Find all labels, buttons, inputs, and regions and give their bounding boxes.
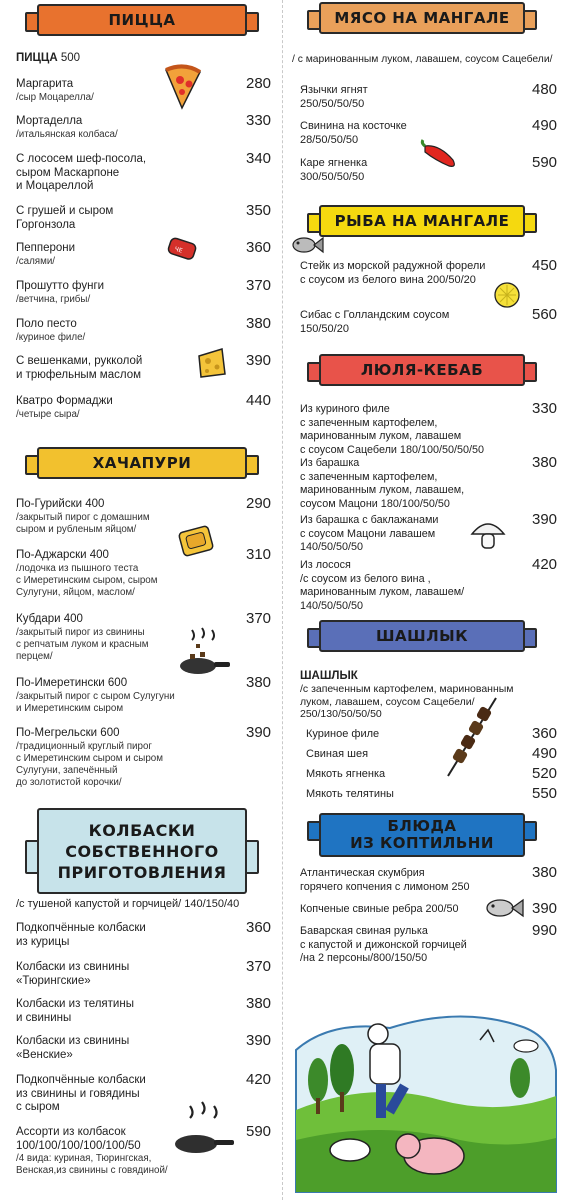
ryba-banner xyxy=(319,205,525,237)
menu-item xyxy=(16,1126,168,1177)
ravioli-icon xyxy=(176,524,216,558)
menu-item xyxy=(16,318,85,344)
item-description: /закрытый пирог с сыром Сулугуни и Имеретинским сыром xyxy=(16,690,175,714)
menu-item xyxy=(300,157,367,184)
soda-can-icon xyxy=(166,236,200,262)
item-name: Свиная шея xyxy=(306,748,369,760)
fish-icon xyxy=(484,896,524,920)
lemon-icon xyxy=(492,280,522,310)
khachapuri-title: ХАЧАПУРИ xyxy=(92,454,192,472)
item-price: 440 xyxy=(246,392,272,409)
koptilnya-title: БЛЮДА ИЗ КОПТИЛЬНИ xyxy=(350,817,494,852)
pizza-weight: 500 xyxy=(60,52,81,64)
item-price: 560 xyxy=(532,306,558,323)
menu-item xyxy=(16,1035,129,1062)
frying-pan-icon xyxy=(176,626,232,682)
cheese-icon xyxy=(196,346,228,380)
menu-item xyxy=(306,748,368,762)
kolbaski-subheading: /с тушеной капустой и горчицей/ 140/150/40 xyxy=(16,898,240,910)
item-name: Пепперони xyxy=(16,242,76,254)
item-price: 330 xyxy=(532,400,558,417)
menu-item xyxy=(16,549,158,599)
item-name: Атлантическая скумбрия горячего копчения с лимоном 250 xyxy=(300,867,470,893)
item-description: /закрытый пирог из свинины с репчатым луком и красным перцем/ xyxy=(16,626,149,662)
menu-item xyxy=(306,788,394,802)
item-price: 380 xyxy=(246,995,272,1012)
item-price: 380 xyxy=(532,864,558,881)
item-name: Мортаделла xyxy=(16,115,83,127)
item-price: 350 xyxy=(246,202,272,219)
shashlyk-title: ШАШЛЫК xyxy=(376,627,468,645)
menu-item xyxy=(16,153,146,194)
item-description: /куриное филе/ xyxy=(16,331,86,343)
skewer-icon xyxy=(440,694,500,784)
myaso-banner xyxy=(319,2,525,34)
myaso-title: МЯСО НА МАНГАЛЕ xyxy=(334,9,510,27)
mushroom-icon xyxy=(470,518,506,552)
item-name: Из барашка с баклажанами с соусом Мацони лавашем 140/50/50/50 xyxy=(300,514,439,553)
svg-text:ЧЕ: ЧЕ xyxy=(173,245,184,255)
item-description: /салями/ xyxy=(16,255,56,267)
menu-item xyxy=(16,395,113,421)
menu-item xyxy=(306,768,385,782)
menu-item xyxy=(300,120,407,147)
item-price: 990 xyxy=(532,922,558,939)
item-description: /традиционный круглый пирог с Имеретинским сыром и сыром Сулугуни, запечённый до золотистой корочки/ xyxy=(16,740,163,788)
item-price: 480 xyxy=(532,81,558,98)
item-name: Кубдари 400 xyxy=(16,613,83,625)
item-price: 360 xyxy=(246,239,272,256)
item-name: По-Мегрельски 600 xyxy=(16,727,120,739)
pizza-slice-icon xyxy=(162,64,204,110)
item-price: 310 xyxy=(246,546,272,563)
item-price: 390 xyxy=(532,511,558,528)
item-price: 380 xyxy=(246,674,272,691)
item-description: /4 вида: куриная, Тюрингская, Венская,из свинины с говядиной/ xyxy=(16,1153,168,1176)
item-name: Ассорти из колбасок 100/100/100/100/100/50 xyxy=(16,1126,141,1152)
menu-item xyxy=(300,309,449,336)
item-name: Подкопчённые колбаски из курицы xyxy=(16,922,146,948)
menu-item xyxy=(16,1074,146,1115)
item-name: Поло песто xyxy=(16,318,77,330)
item-price: 370 xyxy=(246,958,272,975)
lyulya-title: ЛЮЛЯ-КЕБАБ xyxy=(360,361,484,379)
item-name: С лососем шеф-посола, сыром Маскарпоне и Моцареллой xyxy=(16,153,147,192)
item-price: 590 xyxy=(532,154,558,171)
item-name: Из барашка с запеченным картофелем, маринованным луком, лавашем, соусом Мацони 180/100/50/50 xyxy=(300,457,465,510)
khachapuri-banner xyxy=(37,447,247,479)
item-name: С грушей и сыром Горгонзола xyxy=(16,205,114,231)
menu-item xyxy=(16,677,175,715)
item-description: /закрытый пирог с домашним сыром и рубленым яйцом/ xyxy=(16,511,150,535)
chef-farm-illustration xyxy=(290,1000,560,1196)
item-price: 590 xyxy=(246,1123,272,1140)
item-name: По-Аджарски 400 xyxy=(16,549,109,561)
item-description: /ветчина, грибы/ xyxy=(16,293,91,305)
item-price: 550 xyxy=(532,785,558,802)
item-name: Баварская свиная рулька с капустой и дижонской горчицей /на 2 персоны/800/150/50 xyxy=(300,925,467,964)
menu-item xyxy=(300,867,470,894)
item-name: Из лосося /с соусом из белого вина , маринованным луком, лавашем/ 140/50/50/50 xyxy=(300,559,465,612)
lyulya-banner xyxy=(319,354,525,386)
shashlyk-description: /с запеченным картофелем, маринованным луком, лавашем, соусом Сацебели/ 250/130/50/50/50 xyxy=(300,683,514,720)
item-price: 390 xyxy=(246,352,272,369)
item-price: 490 xyxy=(532,745,558,762)
menu-item xyxy=(300,403,484,457)
item-price: 490 xyxy=(532,117,558,134)
item-price: 420 xyxy=(246,1071,272,1088)
item-name: Колбаски из свинины «Тюрингские» xyxy=(16,961,130,987)
menu-item xyxy=(16,242,75,268)
pizza-subheading: ПИЦЦА 500 xyxy=(16,52,81,64)
item-name: Копченые свиные ребра 200/50 xyxy=(300,903,459,915)
menu-item xyxy=(16,727,163,789)
item-name: Каре ягненка 300/50/50/50 xyxy=(300,157,368,183)
column-divider xyxy=(282,0,283,1200)
item-price: 330 xyxy=(246,112,272,129)
item-name: По-Имеретински 600 xyxy=(16,677,128,689)
item-price: 450 xyxy=(532,257,558,274)
item-name: Подкопчённые колбаски из свинины и говядины с сыром xyxy=(16,1074,146,1113)
kolbaski-title: КОЛБАСКИ СОБСТВЕННОГО ПРИГОТОВЛЕНИЯ xyxy=(57,820,227,882)
item-price: 340 xyxy=(246,150,272,167)
item-description: /итальянская колбаса/ xyxy=(16,128,118,140)
item-description: /четыре сыра/ xyxy=(16,408,80,420)
item-name: По-Гурийски 400 xyxy=(16,498,105,510)
menu-item xyxy=(300,559,464,613)
kolbaski-banner xyxy=(37,808,247,894)
menu-item xyxy=(16,922,146,949)
pizza-banner xyxy=(37,4,247,36)
chili-pepper-icon xyxy=(419,138,461,172)
item-name: Сибас с Голландским соусом 150/50/20 xyxy=(300,309,450,335)
item-price: 390 xyxy=(246,724,272,741)
item-price: 390 xyxy=(246,1032,272,1049)
item-name: Мякоть ягненка xyxy=(306,768,386,780)
item-name: Куриное филе xyxy=(306,728,380,740)
item-price: 360 xyxy=(532,725,558,742)
item-name: С вешенками, рукколой и трюфельным маслом xyxy=(16,355,143,381)
menu-item xyxy=(300,925,467,966)
menu-item xyxy=(16,613,149,663)
item-name: Стейк из морской радужной форели с соусом из белого вина 200/50/20 xyxy=(300,260,486,286)
item-price: 280 xyxy=(246,75,272,92)
item-name: Язычки ягнят 250/50/50/50 xyxy=(300,84,368,110)
item-name: Прошутто фунги xyxy=(16,280,105,292)
item-price: 290 xyxy=(246,495,272,512)
shashlyk-subheading: ШАШЛЫК xyxy=(300,670,358,682)
menu-item xyxy=(16,115,118,141)
item-price: 370 xyxy=(246,610,272,627)
item-price: 370 xyxy=(246,277,272,294)
item-description: /сыр Моцарелла/ xyxy=(16,91,94,103)
shashlyk-banner xyxy=(319,620,525,652)
item-price: 420 xyxy=(532,556,558,573)
menu-item xyxy=(16,998,134,1025)
item-description: /лодочка из пышного теста с Имеретинским сыром, сыром Сулугуни, яйцом, маслом/ xyxy=(16,562,158,598)
item-name: Из куриного филе с запеченным картофелем, маринованным луком, лавашем с соусом Сацебели 180/100/50/50/50 xyxy=(300,403,484,456)
myaso-subheading: / с маринованным луком, лавашем, соусом Сацебели/ xyxy=(292,54,553,65)
menu-item xyxy=(16,280,104,306)
item-name: Колбаски из телятины и свинины xyxy=(16,998,134,1024)
menu-item xyxy=(16,961,129,988)
menu-item xyxy=(306,728,379,742)
fish-icon xyxy=(290,234,324,256)
pizza-title: ПИЦЦА xyxy=(108,11,176,29)
menu-item xyxy=(300,514,438,555)
item-price: 520 xyxy=(532,765,558,782)
menu-item xyxy=(300,84,368,111)
menu-item xyxy=(300,903,459,917)
menu-item xyxy=(16,498,150,536)
menu-item xyxy=(16,205,113,232)
item-name: Свинина на косточке 28/50/50/50 xyxy=(300,120,407,146)
menu-item xyxy=(16,78,94,104)
item-name: Мякоть телятины xyxy=(306,788,394,800)
menu-item xyxy=(300,260,485,287)
menu-item xyxy=(300,457,464,511)
item-price: 380 xyxy=(532,454,558,471)
item-name: Колбаски из свинины «Венские» xyxy=(16,1035,130,1061)
item-name: Маргарита xyxy=(16,78,74,90)
item-price: 390 xyxy=(532,900,558,917)
ryba-title: РЫБА НА МАНГАЛЕ xyxy=(334,212,510,230)
item-price: 360 xyxy=(246,919,272,936)
menu-item xyxy=(16,355,142,382)
item-name: Кватро Формаджи xyxy=(16,395,113,407)
frying-pan-icon xyxy=(172,1100,236,1160)
item-price: 380 xyxy=(246,315,272,332)
koptilnya-banner xyxy=(319,813,525,857)
